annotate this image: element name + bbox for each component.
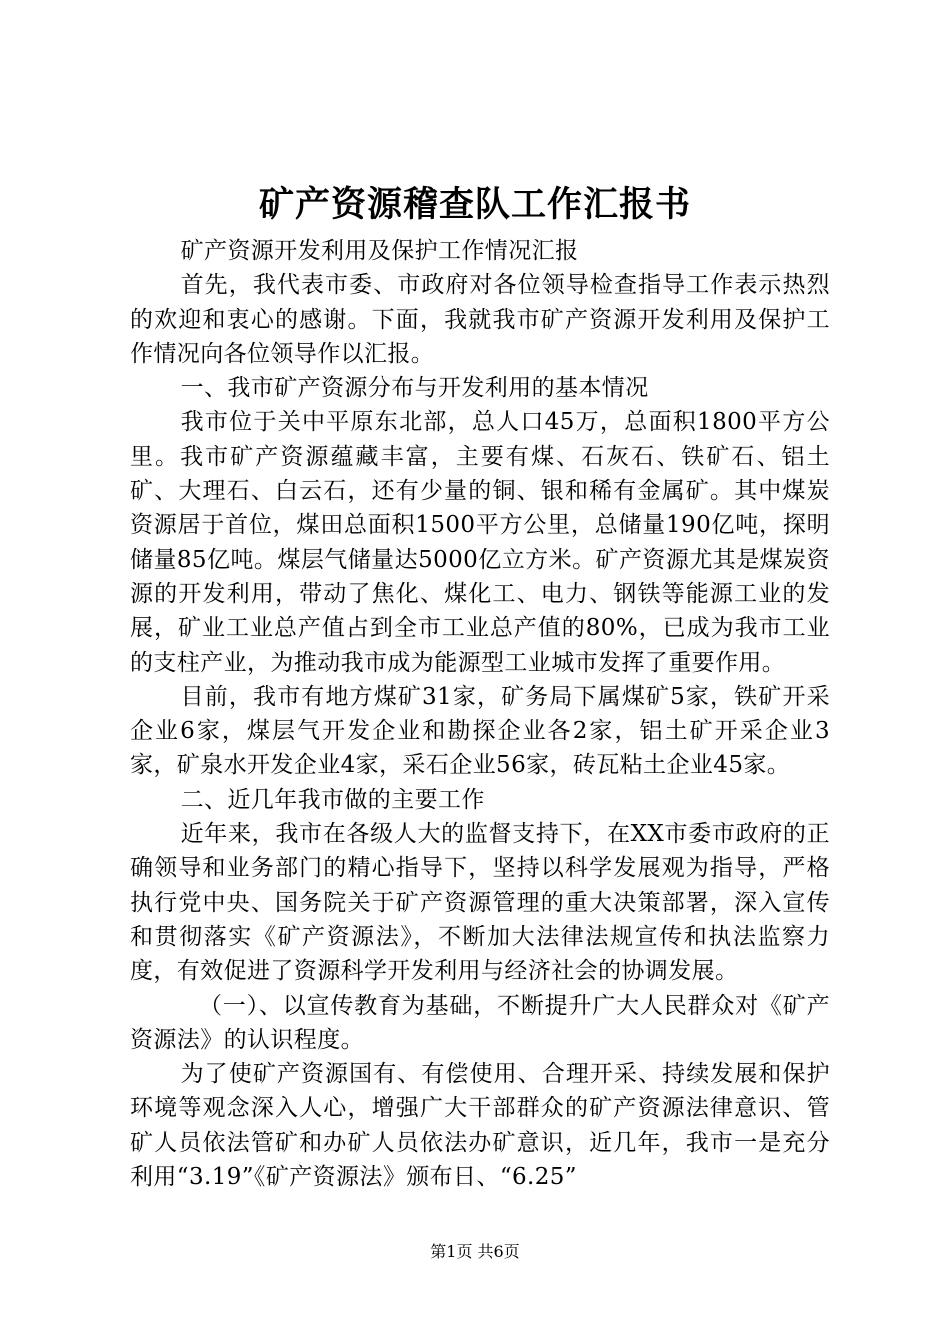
paragraph-resources: 我市位于关中平原东北部，总人口45万，总面积1800平方公里。我市矿产资源蕴藏丰富，主要有煤、石灰石、铁矿石、铝土矿、大理石、白云石，还有少量的铜、银和稀有金属矿。其中煤炭资源居于首位，煤田总面积1500平方公里，总储量190亿吨，探明储量85亿吨。煤层气储量达5000亿立方米。矿产资源尤其是煤炭资源的开发利用，带动了焦化、煤化工、电力、钢铁等能源工业的发展，矿业工业总产值占到全市工业总产值的80%，已成为我市工业的支柱产业，为推动我市成为能源型工业城市发挥了重要作用。	[130, 409, 830, 676]
section-heading-1: 一、我市矿产资源分布与开发利用的基本情况	[180, 375, 649, 402]
document-body	[130, 234, 830, 1194]
report-subtitle: 矿产资源开发利用及保护工作情况汇报	[180, 238, 579, 264]
document-title: 矿产资源稽查队工作汇报书	[258, 184, 691, 225]
paragraph-publicity: 为了使矿产资源国有、有偿使用、合理开采、持续发展和保护环境等观念深入人心，增强广大干部群众的矿产资源法律意识、管矿人员依法管矿和办矿人员依法办矿意识，近几年，我市一是充分利用“3.19”《矿产资源法》颁布日、“6.25”	[130, 1061, 830, 1191]
paragraph-opening: 首先，我代表市委、市政府对各位领导检查指导工作表示热烈的欢迎和衷心的感谢。下面，我就我市矿产资源开发利用及保护工作情况向各位领导作以汇报。	[130, 272, 830, 367]
paragraph-work: 近年来，我市在各级人大的监督支持下，在XX市委市政府的正确领导和业务部门的精心指导下，坚持以科学发展观为指导，严格执行党中央、国务院关于矿产资源管理的重大决策部署，深入宣传和贯彻落实《矿产资源法》，不断加大法律法规宣传和执法监察力度，有效促进了资源科学开发利用与经济社会的协调发展。	[130, 821, 830, 985]
paragraph-enterprises: 目前，我市有地方煤矿31家，矿务局下属煤矿5家，铁矿开采企业6家，煤层气开发企业和勘探企业各2家，铝土矿开采企业3家，矿泉水开发企业4家，采石企业56家，砖瓦粘土企业45家。	[130, 683, 830, 779]
page-footer: 第1页 共6页	[430, 1242, 520, 1261]
subsection-heading-1: （一）、以宣传教育为基础，不断提升广大人民群众对《矿产资源法》的认识程度。	[130, 992, 830, 1053]
section-heading-2: 二、近几年我市做的主要工作	[180, 786, 485, 813]
